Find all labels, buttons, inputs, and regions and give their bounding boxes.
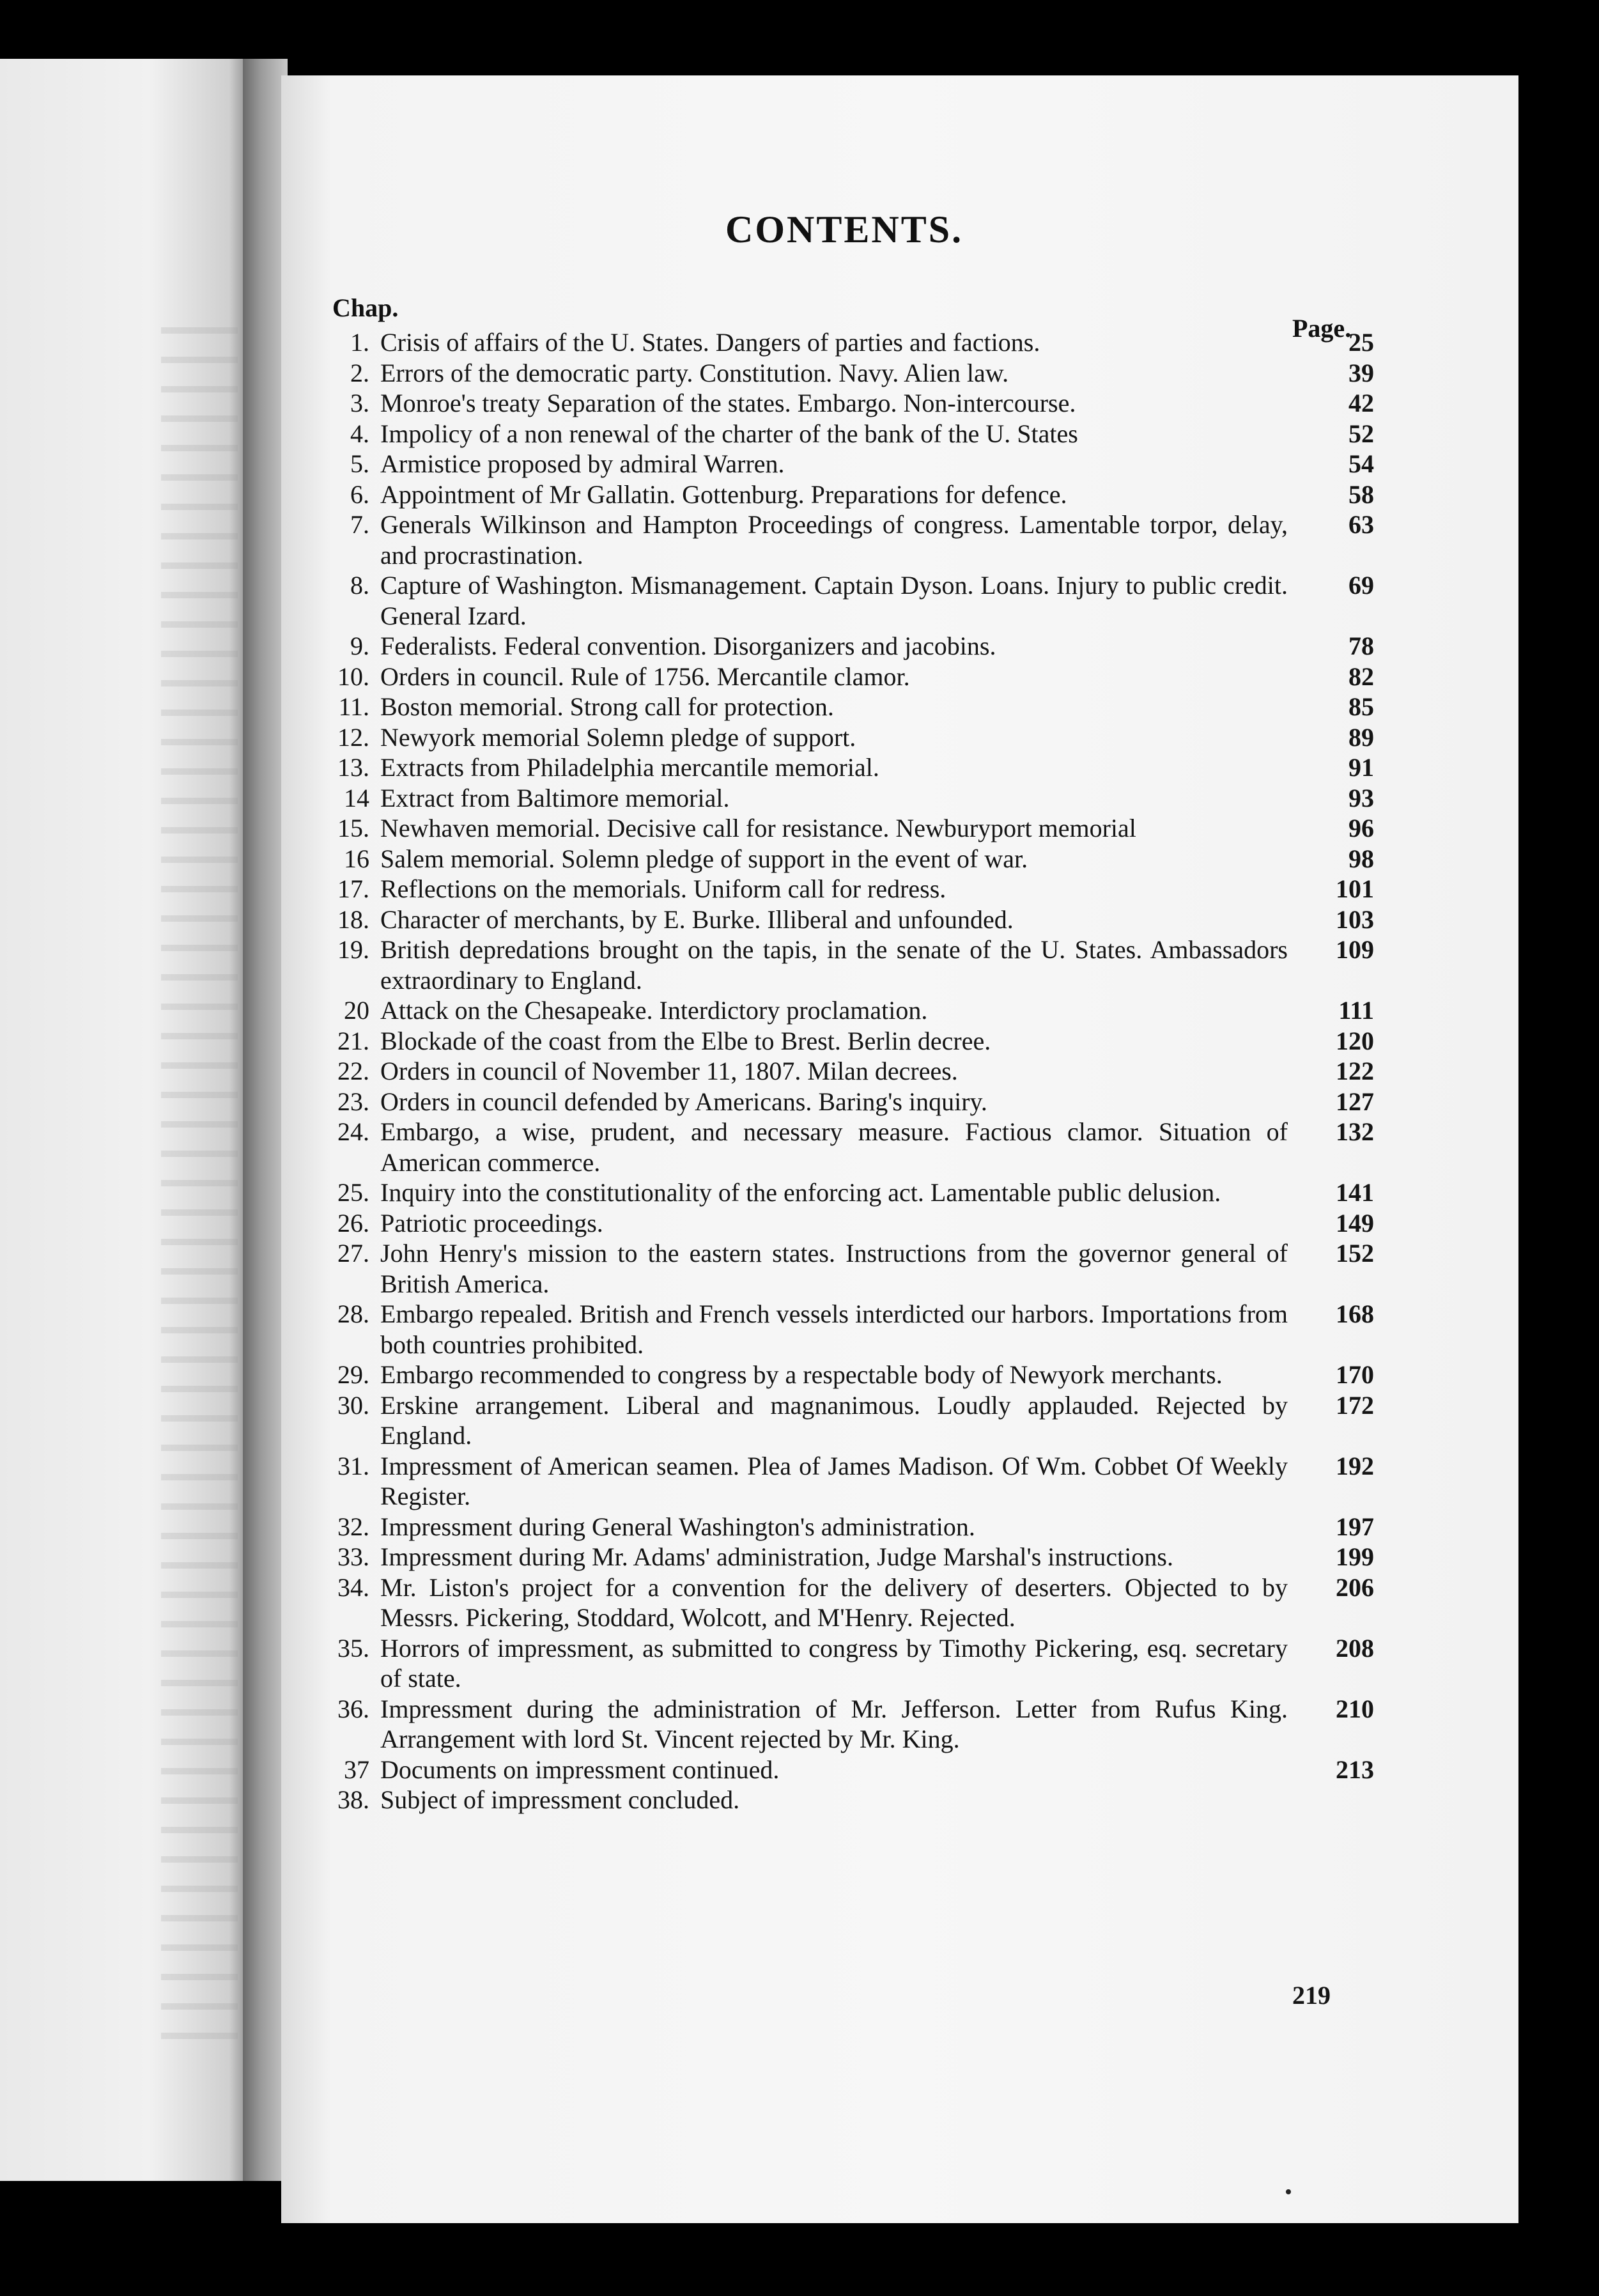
chapter-number: 8. — [350, 571, 369, 600]
page-number: 96 — [1348, 814, 1374, 842]
contents-entry — [313, 1026, 1374, 1057]
chapter-number: 26. — [337, 1208, 369, 1237]
chapter-number: 1. — [350, 328, 369, 357]
chapter-number: 5. — [350, 449, 369, 478]
page-number: 91 — [1348, 753, 1374, 782]
page-number: 152 — [1336, 1239, 1374, 1268]
page-number: 52 — [1348, 419, 1374, 448]
chapter-number: 12. — [337, 722, 369, 752]
page-number: 172 — [1336, 1390, 1374, 1420]
chapter-number: 18. — [337, 904, 369, 934]
contents-entry — [313, 631, 1374, 662]
page-number: 54 — [1348, 449, 1374, 478]
page-number: 39 — [1348, 358, 1374, 387]
page-number: 149 — [1336, 1208, 1374, 1237]
chapter-number: 25. — [337, 1178, 369, 1207]
chapter-number: 19. — [337, 935, 369, 964]
contents-entry — [313, 388, 1374, 419]
chapter-title: John Henry's mission to the eastern states. Instructions from the governor general of British America. — [380, 1239, 1288, 1298]
page-column-label: Page. — [1292, 314, 1352, 343]
chapter-title: Mr. Liston's project for a convention for the delivery of deserters. Objected to by Messrs. Pickering, Stoddard, Wolcott, and M'Henry. Rejected. — [380, 1572, 1288, 1632]
chapter-number: 29. — [337, 1360, 369, 1389]
page-number: 98 — [1348, 844, 1374, 873]
page-number: 42 — [1348, 389, 1374, 417]
chapter-title: Newyork memorial Solemn pledge of support. — [380, 722, 856, 752]
contents-entry — [313, 1177, 1374, 1208]
contents-entry — [313, 1512, 1374, 1542]
chapter-title: Patriotic proceedings. — [380, 1208, 603, 1237]
contents-entry — [313, 662, 1374, 692]
chapter-number: 3. — [350, 389, 369, 417]
contents-entry — [313, 752, 1374, 783]
chapter-number: 16 — [344, 844, 369, 873]
contents-entry — [313, 479, 1374, 510]
page-number: 89 — [1348, 722, 1374, 752]
contents-entry — [313, 722, 1374, 753]
chapter-title: Errors of the democratic party. Constitution. Navy. Alien law. — [380, 358, 1009, 387]
chapter-title: Reflections on the memorials. Uniform call for redress. — [380, 874, 946, 903]
contents-entry — [313, 509, 1374, 570]
contents-entry — [313, 1542, 1374, 1572]
chapter-title: Capture of Washington. Mismanagement. Captain Dyson. Loans. Injury to public credit. General Izard. — [380, 571, 1288, 630]
chapter-number: 36. — [337, 1694, 369, 1723]
page-number: 69 — [1348, 571, 1374, 600]
contents-entry — [313, 1117, 1374, 1177]
ink-mark — [1286, 2189, 1291, 2194]
chapter-number: 23. — [337, 1087, 369, 1116]
chapter-number: 31. — [337, 1451, 369, 1480]
contents-entry — [313, 327, 1374, 358]
chapter-number: 34. — [337, 1572, 369, 1602]
contents-entry — [313, 1755, 1374, 1785]
contents-entry — [313, 935, 1374, 995]
page-number: 85 — [1348, 692, 1374, 721]
contents-list — [313, 327, 1374, 1815]
chapter-number: 30. — [337, 1390, 369, 1420]
contents-entry — [313, 692, 1374, 722]
chapter-title: Newhaven memorial. Decisive call for resistance. Newburyport memorial — [380, 814, 1136, 842]
chapter-number: 14 — [344, 783, 369, 812]
page-number: 197 — [1336, 1512, 1374, 1541]
chap-column-label: Chap. — [332, 293, 399, 322]
page-number: 213 — [1336, 1755, 1374, 1784]
page-number: 122 — [1336, 1057, 1374, 1085]
chapter-title: Embargo recommended to congress by a respectable body of Newyork merchants. — [380, 1360, 1223, 1389]
page-number: 78 — [1348, 632, 1374, 660]
contents-entry — [313, 1633, 1374, 1694]
chapter-title: Erskine arrangement. Liberal and magnanimous. Loudly applauded. Rejected by England. — [380, 1390, 1288, 1450]
page-title: CONTENTS. — [725, 208, 964, 251]
chapter-title: Extracts from Philadelphia mercantile memorial. — [380, 753, 879, 782]
chapter-title: Federalists. Federal convention. Disorganizers and jacobins. — [380, 632, 996, 660]
chapter-title: Impressment during Mr. Adams' administration, Judge Marshal's instructions. — [380, 1542, 1173, 1571]
chapter-number: 20 — [344, 996, 369, 1025]
page-number: 82 — [1348, 662, 1374, 691]
contents-entry — [313, 449, 1374, 479]
contents-entry — [313, 813, 1374, 844]
chapter-title: Impressment during the administration of Mr. Jefferson. Letter from Rufus King. Arrangement with lord St. Vincent rejected by Mr. King. — [380, 1694, 1288, 1753]
chapter-number: 35. — [337, 1633, 369, 1663]
page-number: 93 — [1348, 783, 1374, 812]
chapter-title: Blockade of the coast from the Elbe to Brest. Berlin decree. — [380, 1026, 991, 1055]
chapter-title: British depredations brought on the tapis, in the senate of the U. States. Ambassadors extraordinary to England. — [380, 935, 1288, 995]
chapter-title: Embargo repealed. British and French vessels interdicted our harbors. Importations from both countries prohibited. — [380, 1299, 1288, 1359]
chapter-number: 10. — [337, 662, 369, 691]
contents-entry — [313, 1087, 1374, 1117]
chapter-title: Attack on the Chesapeake. Interdictory proclamation. — [380, 996, 928, 1025]
chapter-number: 21. — [337, 1026, 369, 1055]
chapter-title: Crisis of affairs of the U. States. Dangers of parties and factions. — [380, 328, 1040, 357]
contents-entry — [313, 874, 1374, 904]
page-number: 63 — [1348, 510, 1374, 539]
contents-entry — [313, 1360, 1374, 1390]
contents-entry — [313, 1299, 1374, 1360]
contents-entry — [313, 1208, 1374, 1239]
chapter-number: 15. — [337, 814, 369, 842]
contents-entry — [313, 1451, 1374, 1512]
contents-entry — [313, 1572, 1374, 1633]
page-number: 206 — [1336, 1572, 1374, 1602]
contents-entry — [313, 1785, 1374, 1815]
page-number: 111 — [1338, 996, 1374, 1025]
chapter-title: Subject of impressment concluded. — [380, 1785, 740, 1814]
chapter-title: Salem memorial. Solemn pledge of support in the event of war. — [380, 844, 1028, 873]
contents-entry — [313, 358, 1374, 389]
chapter-number: 33. — [337, 1542, 369, 1571]
chapter-number: 17. — [337, 874, 369, 903]
contents-entry — [313, 570, 1374, 631]
facing-page-bleed — [161, 327, 238, 2053]
chapter-title: Appointment of Mr Gallatin. Gottenburg. Preparations for defence. — [380, 479, 1067, 509]
contents-entry — [313, 1238, 1374, 1299]
contents-entry — [313, 783, 1374, 814]
page-number: 170 — [1336, 1360, 1374, 1389]
chapter-title: Boston memorial. Strong call for protection. — [380, 692, 834, 721]
page-number: 132 — [1336, 1117, 1374, 1146]
contents-entry — [313, 1694, 1374, 1755]
chapter-title: Character of merchants, by E. Burke. Illiberal and unfounded. — [380, 904, 1014, 934]
chapter-title: Generals Wilkinson and Hampton Proceedings of congress. Lamentable torpor, delay, and procrastination. — [380, 510, 1288, 570]
chapter-title: Horrors of impressment, as submitted to congress by Timothy Pickering, esq. secretary of state. — [380, 1633, 1288, 1693]
page-number: 58 — [1348, 479, 1374, 509]
chapter-number: 9. — [350, 632, 369, 660]
chapter-number: 24. — [337, 1117, 369, 1146]
chapter-number: 6. — [350, 479, 369, 509]
chapter-title: Extract from Baltimore memorial. — [380, 783, 730, 812]
chapter-number: 28. — [337, 1299, 369, 1328]
chapter-title: Impressment during General Washington's administration. — [380, 1512, 975, 1541]
page-number: 199 — [1336, 1542, 1374, 1571]
chapter-title: Orders in council of November 11, 1807. Milan decrees. — [380, 1057, 958, 1085]
page-number: 103 — [1336, 904, 1374, 934]
page-number: 120 — [1336, 1026, 1374, 1055]
chapter-number: 32. — [337, 1512, 369, 1541]
chapter-title: Impressment of American seamen. Plea of James Madison. Of Wm. Cobbet Of Weekly Register. — [380, 1451, 1288, 1510]
page-number: 25 — [1348, 328, 1374, 357]
chapter-number: 37 — [344, 1755, 369, 1784]
page-number: 127 — [1336, 1087, 1374, 1116]
page-number: 109 — [1336, 935, 1374, 964]
page-number: 192 — [1336, 1451, 1374, 1480]
chapter-number: 22. — [337, 1057, 369, 1085]
facing-page — [0, 59, 249, 2181]
chapter-title: Monroe's treaty Separation of the states. Embargo. Non-intercourse. — [380, 389, 1076, 417]
chapter-title: Orders in council. Rule of 1756. Mercantile clamor. — [380, 662, 910, 691]
chapter-number: 13. — [337, 753, 369, 782]
contents-entry — [313, 844, 1374, 874]
chapter-title: Inquiry into the constitutionality of the enforcing act. Lamentable public delusion. — [380, 1178, 1221, 1207]
contents-entry — [313, 904, 1374, 935]
chapter-title: Orders in council defended by Americans. Baring's inquiry. — [380, 1087, 987, 1116]
contents-entry — [313, 1056, 1374, 1087]
chapter-number: 7. — [350, 510, 369, 539]
chapter-number: 11. — [338, 692, 369, 721]
page-number: 101 — [1336, 874, 1374, 903]
chapter-title: Impolicy of a non renewal of the charter of the bank of the U. States — [380, 419, 1078, 448]
contents-entry — [313, 1390, 1374, 1451]
chapter-number: 27. — [337, 1239, 369, 1268]
page-number: 208 — [1336, 1633, 1374, 1663]
chapter-number: 4. — [350, 419, 369, 448]
chapter-title: Embargo, a wise, prudent, and necessary measure. Factious clamor. Situation of American commerce. — [380, 1117, 1288, 1177]
contents-entry — [313, 995, 1374, 1026]
chapter-title: Armistice proposed by admiral Warren. — [380, 449, 785, 478]
chapter-number: 2. — [350, 358, 369, 387]
final-page-number: 219 — [1292, 1981, 1331, 2010]
page-number: 141 — [1336, 1178, 1374, 1207]
chapter-number: 38. — [337, 1785, 369, 1814]
chapter-title: Documents on impressment continued. — [380, 1755, 780, 1784]
page-number: 210 — [1336, 1694, 1374, 1723]
page-number: 168 — [1336, 1299, 1374, 1328]
contents-entry — [313, 419, 1374, 449]
